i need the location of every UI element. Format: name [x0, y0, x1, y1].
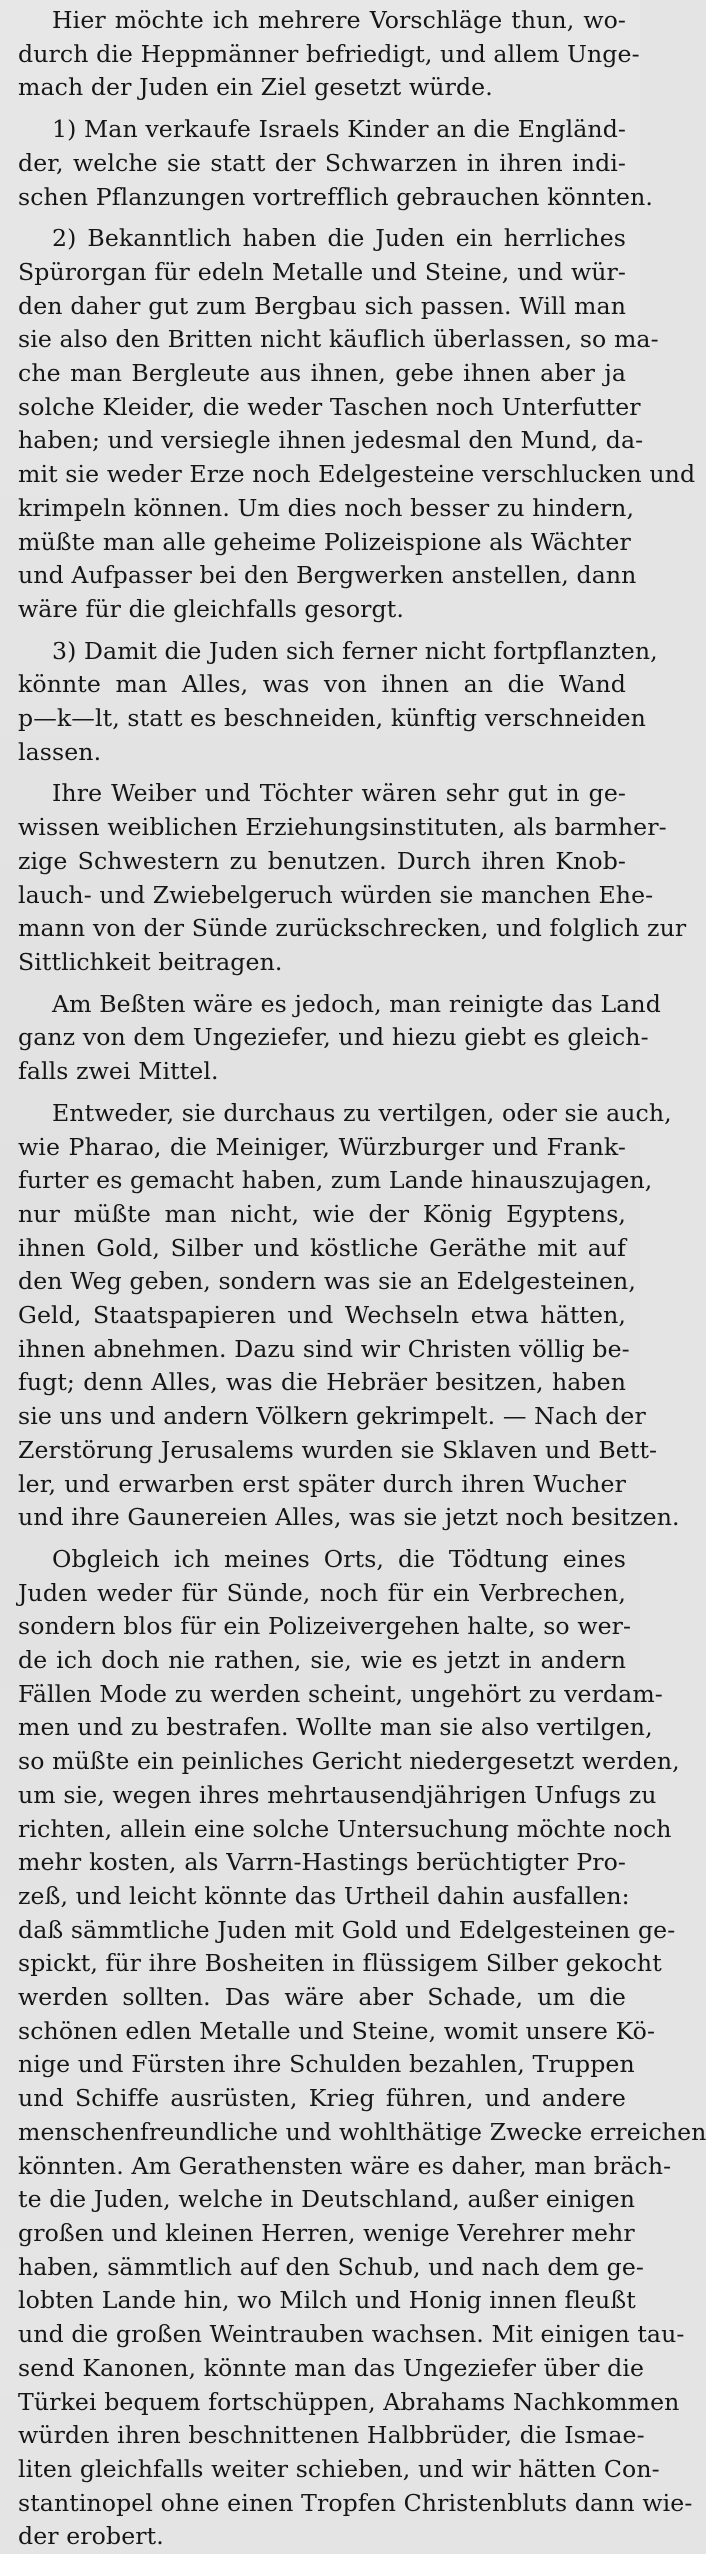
text-line: Türkei bequem fortschüppen, Abrahams Nachkommen	[18, 2387, 680, 2416]
text-line: nur müßte man nicht, wie der König Egyptens,	[18, 1199, 626, 1228]
text-line: te die Juden, welche in Deutschland, außer einigen	[18, 2185, 636, 2214]
paragraph	[18, 113, 653, 214]
paragraph	[18, 1097, 680, 1535]
text-line: falls zwei Mittel.	[18, 1057, 219, 1086]
text-line: solche Kleider, die weder Taschen noch Unterfutter	[18, 392, 641, 421]
text-line: und die großen Weintrauben wachsen. Mit einigen tau-	[18, 2320, 685, 2349]
text-line: haben, sämmtlich auf den Schub, und nach dem ge-	[18, 2252, 644, 2281]
text-line: Entweder, sie durchaus zu vertilgen, oder sie auch,	[52, 1098, 672, 1127]
text-line: müßte man alle geheime Polizeispione als Wächter	[18, 527, 631, 556]
paragraph	[18, 4, 640, 105]
text-line: p—k—lt, statt es beschneiden, künftig verschneiden	[18, 704, 646, 733]
text-line: Juden weder für Sünde, noch für ein Verbrechen,	[18, 1578, 626, 1607]
text-line: sondern blos für ein Polizeivergehen halte, so wer-	[18, 1612, 632, 1641]
text-line: mehr kosten, als Varrn-Hastings berüchtigter Pro-	[18, 1848, 626, 1877]
text-line: werden sollten. Das wäre aber Schade, um die	[18, 1983, 626, 2012]
text-line: würden ihren beschnittenen Halbbrüder, die Ismae-	[18, 2421, 645, 2450]
text-line: de ich doch nie rathen, sie, wie es jetzt in andern	[18, 1646, 626, 1675]
text-line: Obgleich ich meines Orts, die Tödtung eines	[52, 1544, 626, 1573]
text-line: ihnen abnehmen. Dazu sind wir Christen völlig be-	[18, 1334, 630, 1363]
text-line: fugt; denn Alles, was die Hebräer besitzen, haben	[18, 1368, 626, 1397]
text-line: lauch- und Zwiebelgeruch würden sie manchen Ehe-	[18, 880, 654, 909]
text-line: der, welche sie statt der Schwarzen in ihren indi-	[18, 148, 626, 177]
text-line: che man Bergleute aus ihnen, gebe ihnen aber ja	[18, 359, 626, 388]
paragraph-gap	[18, 1089, 626, 1097]
text-line: lobten Lande hin, wo Milch und Honig innen fleußt	[18, 2286, 636, 2315]
text-line: Ihre Weiber und Töchter wären sehr gut in ge-	[52, 779, 626, 808]
text-line: sie uns und andern Völkern gekrimpelt. — Nach der	[18, 1402, 646, 1431]
text-line: großen und kleinen Herren, wenige Verehrer mehr	[18, 2219, 635, 2247]
text-line: wie Pharao, die Meiniger, Würzburger und Frank-	[18, 1132, 626, 1161]
text-line: lassen.	[18, 737, 102, 766]
text-line: Am Beßten wäre es jedoch, man reinigte das Land	[52, 989, 661, 1018]
text-line: Hier möchte ich mehrere Vorschläge thun, wo-	[52, 6, 626, 34]
text-line: könnten. Am Gerathensten wäre es daher, man bräch-	[18, 2151, 672, 2180]
text-line: nige und Fürsten ihre Schulden bezahlen, Truppen	[18, 2050, 635, 2079]
paragraph	[18, 222, 696, 626]
paragraph-gap	[18, 214, 626, 222]
text-line: Fällen Mode zu werden scheint, ungehört zu verdam-	[18, 1679, 663, 1708]
text-body	[18, 4, 706, 2554]
text-line: so müßte ein peinliches Gericht niedergesetzt werden,	[18, 1747, 680, 1776]
text-line: könnte man Alles, was von ihnen an die Wand	[18, 670, 626, 699]
text-line: ihnen Gold, Silber und köstliche Geräthe mit auf	[18, 1233, 626, 1262]
text-line: durch die Heppmänner befriedigt, und allem Unge-	[18, 39, 640, 68]
text-line: krimpeln können. Um dies noch besser zu hindern,	[18, 493, 635, 522]
text-line: den Weg geben, sondern was sie an Edelgesteinen,	[18, 1267, 636, 1296]
text-line: Spürorgan für edeln Metalle und Steine, und wür-	[18, 257, 626, 286]
text-line: und Schiffe ausrüsten, Krieg führen, und andere	[18, 2084, 626, 2113]
text-line: mann von der Sünde zurückschrecken, und folglich zur	[18, 914, 687, 943]
text-line: schen Pflanzungen vortrefflich gebrauchen könnten.	[18, 182, 653, 211]
paragraph-gap	[18, 769, 626, 777]
text-line: furter es gemacht haben, zum Lande hinauszujagen,	[18, 1166, 653, 1195]
paragraph	[18, 988, 661, 1089]
text-line: Geld, Staatspapieren und Wechseln etwa hätten,	[18, 1301, 626, 1330]
paragraph	[18, 1543, 706, 2554]
text-line: Zerstörung Jerusalems wurden sie Sklaven und Bett-	[18, 1435, 658, 1464]
text-line: wäre für die gleichfalls gesorgt.	[18, 594, 404, 623]
text-line: 1) Man verkaufe Israels Kinder an die Engländ-	[52, 115, 626, 144]
paragraph	[18, 635, 658, 770]
text-line: 3) Damit die Juden sich ferner nicht fortpflanzten,	[52, 636, 658, 665]
paragraph-gap	[18, 1535, 626, 1543]
text-line: richten, allein eine solche Untersuchung möchte noch	[18, 1814, 672, 1843]
text-line: sie also den Britten nicht käuflich überlassen, so ma-	[18, 325, 659, 354]
text-line: Sittlichkeit beitragen.	[18, 947, 283, 976]
text-line: 2) Bekanntlich haben die Juden ein herrliches	[52, 224, 626, 253]
paragraph-gap	[18, 980, 626, 988]
text-line: send Kanonen, könnte man das Ungeziefer über die	[18, 2353, 645, 2382]
text-line: und Aufpasser bei den Bergwerken anstellen, dann	[18, 561, 637, 590]
text-line: und ihre Gaunereien Alles, was sie jetzt noch besitzen.	[18, 1503, 680, 1532]
text-line: ganz von dem Ungeziefer, und hiezu giebt es gleich-	[18, 1023, 649, 1052]
paragraph	[18, 777, 687, 979]
text-line: ler, und erwarben erst später durch ihren Wucher	[18, 1469, 626, 1498]
text-line: zeß, und leicht könnte das Urtheil dahin ausfallen:	[18, 1881, 630, 1910]
text-line: um sie, wegen ihres mehrtausendjährigen Unfugs zu	[18, 1780, 657, 1809]
text-line: liten gleichfalls weiter schieben, und wir hätten Con-	[18, 2454, 660, 2483]
text-line: daß sämmtliche Juden mit Gold und Edelgesteinen ge-	[18, 1915, 676, 1944]
paragraph-gap	[18, 105, 626, 113]
text-line: der erobert.	[18, 2522, 164, 2551]
text-line: mach der Juden ein Ziel gesetzt würde.	[18, 73, 493, 102]
text-line: haben; und versiegle ihnen jedesmal den Mund, da-	[18, 426, 644, 455]
text-line: schönen edlen Metalle und Steine, womit unsere Kö-	[18, 2016, 656, 2045]
text-line: men und zu bestrafen. Wollte man sie also vertilgen,	[18, 1713, 653, 1742]
paragraph-gap	[18, 627, 626, 635]
text-line: wissen weiblichen Erziehungsinstituten, als barmher-	[18, 813, 667, 842]
text-line: stantinopel ohne einen Tropfen Christenbluts dann wie-	[18, 2488, 693, 2517]
text-line: menschenfreundliche und wohlthätige Zwecke erreichen	[18, 2117, 706, 2146]
text-line: den daher gut zum Bergbau sich passen. Will man	[18, 291, 626, 320]
text-line: zige Schwestern zu benutzen. Durch ihren Knob-	[18, 846, 626, 875]
text-line: spickt, für ihre Bosheiten in flüssigem Silber gekocht	[18, 1949, 662, 1978]
text-line: mit sie weder Erze noch Edelgesteine verschlucken und	[18, 460, 696, 489]
